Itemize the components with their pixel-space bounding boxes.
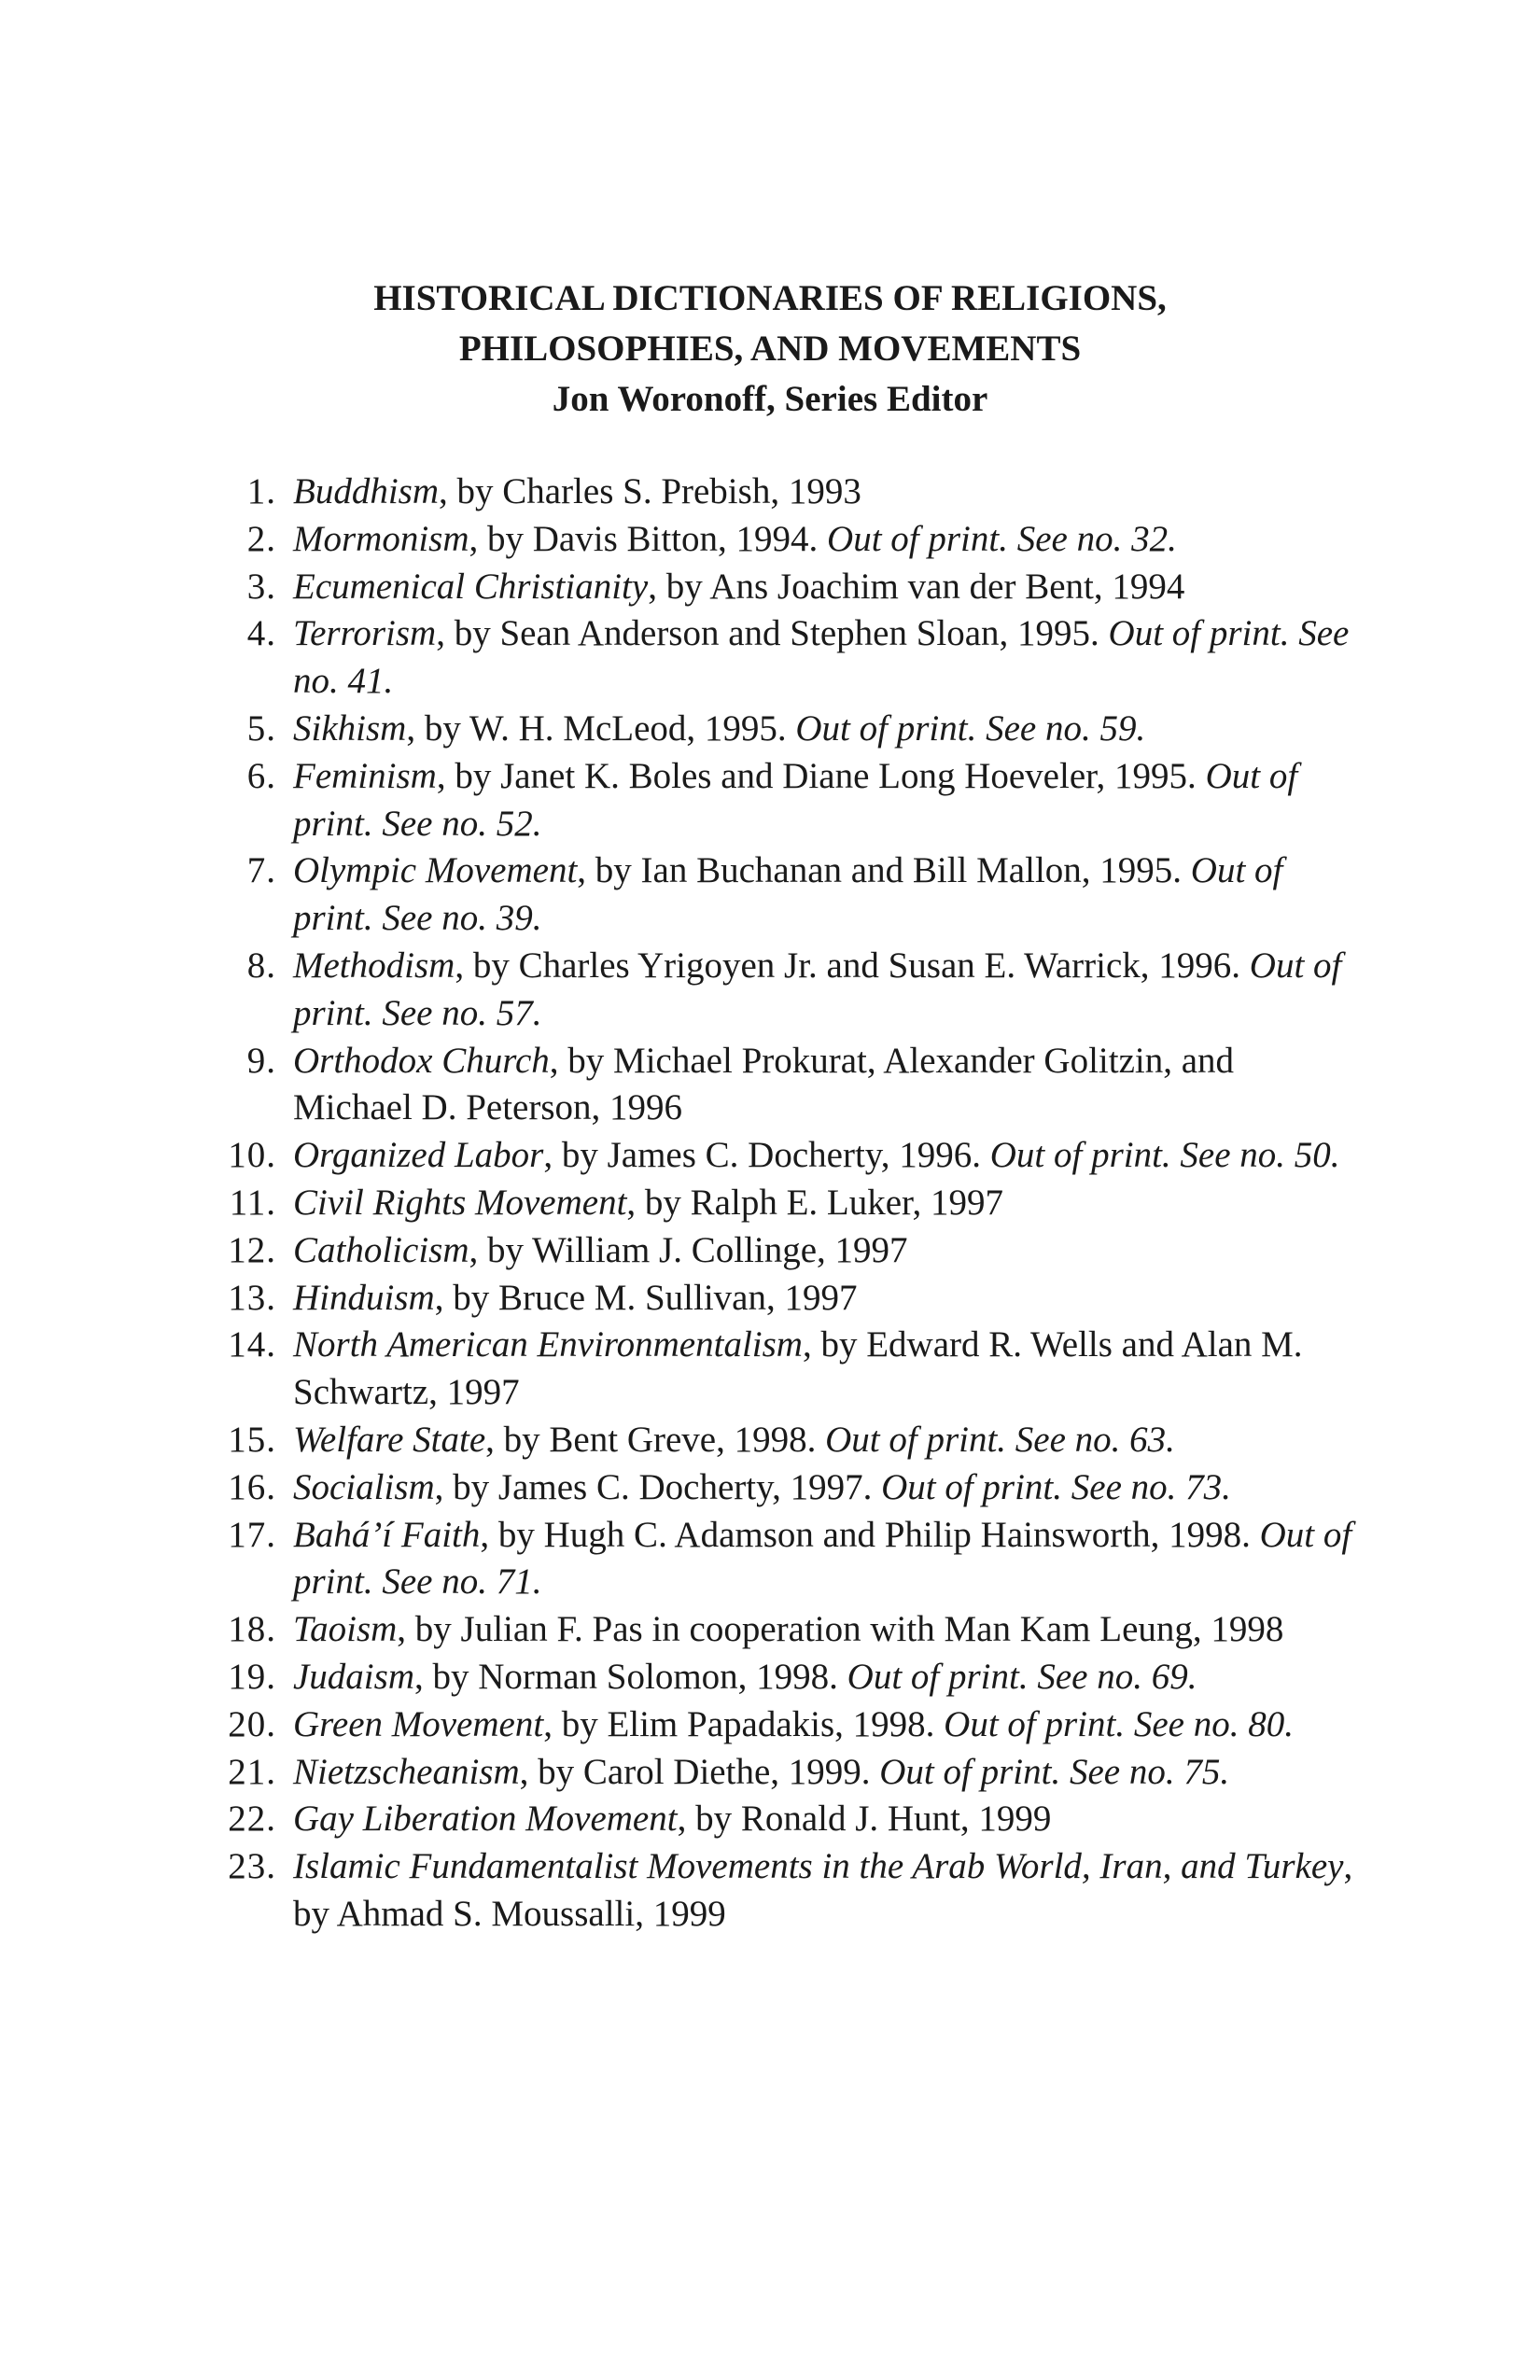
list-item <box>220 1132 1368 1180</box>
entry-author-year: , by Edward R. Wells and Alan M. Schwartz, 1997 <box>293 1324 1303 1413</box>
entry-author-year: , by Charles Yrigoyen Jr. and Susan E. Warrick, 1996. <box>455 945 1241 986</box>
entry-title: Welfare State <box>293 1419 486 1460</box>
list-item <box>220 1749 1368 1797</box>
list-item <box>220 564 1368 611</box>
entry-number: 1. <box>246 471 276 511</box>
entry-text <box>276 1227 1362 1275</box>
entry-title: Mormonism <box>293 518 469 559</box>
entry-author-year: , by William J. Collinge, 1997 <box>469 1229 908 1270</box>
entry-author-year: , by Elim Papadakis, 1998. <box>543 1703 935 1744</box>
list-item <box>220 1843 1368 1939</box>
entry-author-year: , by James C. Docherty, 1996. <box>543 1135 981 1176</box>
entry-title: Sikhism <box>293 707 407 749</box>
entry-number: 5. <box>246 707 276 749</box>
series-header <box>0 273 1540 425</box>
entry-text <box>276 610 1362 706</box>
entry-text <box>276 943 1362 1038</box>
entry-title: Feminism <box>293 755 437 796</box>
list-item <box>220 1227 1368 1275</box>
entry-title: Methodism <box>293 945 455 986</box>
entry-author-year: , by W. H. McLeod, 1995. <box>406 707 787 749</box>
entry-number: 10. <box>228 1135 276 1176</box>
entry-title: Civil Rights Movement <box>293 1182 627 1223</box>
series-editor: Jon Woronoff, Series Editor <box>552 379 988 419</box>
entry-number: 18. <box>228 1609 276 1650</box>
entry-number: 15. <box>228 1419 276 1460</box>
entry-text <box>276 1606 1362 1654</box>
entry-title: Olympic Movement <box>293 850 578 891</box>
list-item <box>220 516 1368 564</box>
entry-text <box>276 516 1362 564</box>
entry-author-year: , by Charles S. Prebish, 1993 <box>439 471 861 511</box>
list-item <box>220 1180 1368 1227</box>
entry-title: Orthodox Church <box>293 1040 550 1081</box>
dictionary-list <box>220 469 1368 1939</box>
list-item <box>220 1038 1368 1133</box>
entry-print-note: Out of print. See no. 41. <box>293 613 1350 702</box>
entry-print-note: Out of print. See no. 73. <box>881 1466 1231 1507</box>
entry-title: Judaism <box>293 1656 414 1697</box>
list-item <box>220 469 1368 516</box>
entry-number: 22. <box>228 1799 276 1840</box>
entry-author-year: , by Bent Greve, 1998. <box>485 1419 817 1460</box>
list-item <box>220 1417 1368 1464</box>
entry-author-year: , by Ronald J. Hunt, 1999 <box>677 1799 1052 1840</box>
entry-number: 8. <box>246 945 276 986</box>
entry-author-year: , by James C. Docherty, 1997. <box>434 1466 873 1507</box>
entry-text <box>276 469 1362 516</box>
entry-text <box>276 753 1362 848</box>
entry-author-year: , by Ans Joachim van der Bent, 1994 <box>648 566 1185 607</box>
entry-number: 2. <box>246 518 276 559</box>
entry-title: North American Environmentalism <box>293 1324 803 1365</box>
entry-print-note: Out of print. See no. 69. <box>847 1656 1197 1697</box>
entry-print-note: Out of print. See no. 80. <box>944 1703 1294 1744</box>
entry-number: 6. <box>246 755 276 796</box>
entry-author-year: , by Norman Solomon, 1998. <box>414 1656 838 1697</box>
entry-text <box>276 1275 1362 1323</box>
entry-number: 16. <box>228 1466 276 1507</box>
list-item <box>220 1654 1368 1701</box>
entry-title: Taoism <box>293 1609 398 1650</box>
entry-title: Ecumenical Christianity <box>293 566 649 607</box>
entry-author-year: , by Michael Prokurat, Alexander Golitzin, and Michael D. Peterson, 1996 <box>293 1040 1235 1128</box>
entry-title: Bahá’í Faith <box>293 1514 481 1555</box>
entry-text <box>276 1701 1362 1749</box>
entry-author-year: , by Hugh C. Adamson and Philip Hainsworth, 1998. <box>480 1514 1251 1555</box>
entry-text <box>276 1749 1362 1797</box>
entry-print-note: Out of print. See no. 39. <box>293 850 1283 939</box>
series-title-line-1: HISTORICAL DICTIONARIES OF RELIGIONS, <box>373 278 1167 318</box>
list-item <box>220 1275 1368 1323</box>
entry-text <box>276 847 1362 943</box>
series-title-line-2: PHILOSOPHIES, AND MOVEMENTS <box>458 329 1082 369</box>
entry-number: 23. <box>228 1846 276 1887</box>
entry-text <box>276 1654 1362 1701</box>
entry-number: 20. <box>228 1703 276 1744</box>
list-item <box>220 1464 1368 1512</box>
entry-text <box>276 1464 1362 1512</box>
entry-text <box>276 1322 1362 1417</box>
entry-number: 11. <box>229 1182 276 1223</box>
entry-text <box>276 564 1362 611</box>
entry-title: Green Movement <box>293 1703 544 1744</box>
entry-number: 3. <box>246 566 276 607</box>
entry-title: Organized Labor <box>293 1135 544 1176</box>
entry-number: 4. <box>246 613 276 654</box>
entry-author-year: , by Ian Buchanan and Bill Mallon, 1995. <box>577 850 1183 891</box>
entry-title: Islamic Fundamentalist Movements in the Arab World, Iran, and Turkey <box>293 1846 1344 1887</box>
entry-number: 9. <box>246 1040 276 1081</box>
entry-number: 21. <box>228 1751 276 1792</box>
entry-text <box>276 1180 1362 1227</box>
entry-print-note: Out of print. See no. 50. <box>989 1135 1340 1176</box>
list-item <box>220 943 1368 1038</box>
entry-number: 7. <box>246 850 276 891</box>
entry-print-note: Out of print. See no. 52. <box>293 755 1298 844</box>
entry-author-year: , by Bruce M. Sullivan, 1997 <box>434 1277 858 1318</box>
list-item <box>220 610 1368 706</box>
entry-number: 12. <box>228 1229 276 1270</box>
entry-print-note: Out of print. See no. 59. <box>795 707 1146 749</box>
entry-author-year: , by Julian F. Pas in cooperation with Man Kam Leung, 1998 <box>397 1609 1284 1650</box>
entry-author-year: , by Carol Diethe, 1999. <box>519 1751 871 1792</box>
entry-print-note: Out of print. See no. 63. <box>825 1419 1175 1460</box>
entry-print-note: Out of print. See no. 75. <box>879 1751 1230 1792</box>
entry-number: 17. <box>228 1514 276 1555</box>
list-item <box>220 847 1368 943</box>
entry-title: Gay Liberation Movement <box>293 1799 678 1840</box>
entry-number: 14. <box>228 1324 276 1365</box>
entry-author-year: , by Davis Bitton, 1994. <box>469 518 819 559</box>
entry-text <box>276 1038 1362 1133</box>
entry-title: Catholicism <box>293 1229 469 1270</box>
list-item <box>220 1606 1368 1654</box>
entry-title: Nietzscheanism <box>293 1751 520 1792</box>
entry-author-year: , by Janet K. Boles and Diane Long Hoeveler, 1995. <box>436 755 1197 796</box>
entry-print-note: Out of print. See no. 57. <box>293 945 1342 1033</box>
entry-author-year: , by Sean Anderson and Stephen Sloan, 1995. <box>436 613 1099 654</box>
entry-print-note: Out of print. See no. 71. <box>293 1514 1352 1603</box>
list-item <box>220 706 1368 753</box>
entry-number: 13. <box>228 1277 276 1318</box>
entry-text <box>276 1512 1362 1607</box>
entry-text <box>276 1132 1362 1180</box>
entry-text <box>276 706 1362 753</box>
entry-text <box>276 1843 1362 1939</box>
list-item <box>220 1322 1368 1417</box>
list-item <box>220 1701 1368 1749</box>
entry-title: Buddhism <box>293 471 439 511</box>
list-item <box>220 753 1368 848</box>
list-item <box>220 1512 1368 1607</box>
entry-title: Terrorism <box>293 613 437 654</box>
entry-author-year: , by Ahmad S. Moussalli, 1999 <box>293 1846 1353 1934</box>
entry-title: Hinduism <box>293 1277 435 1318</box>
entry-title: Socialism <box>293 1466 435 1507</box>
list-item <box>220 1796 1368 1843</box>
entry-author-year: , by Ralph E. Luker, 1997 <box>626 1182 1003 1223</box>
entry-text <box>276 1417 1362 1464</box>
entry-print-note: Out of print. See no. 32. <box>827 518 1177 559</box>
entry-text <box>276 1796 1362 1843</box>
entry-number: 19. <box>228 1656 276 1697</box>
